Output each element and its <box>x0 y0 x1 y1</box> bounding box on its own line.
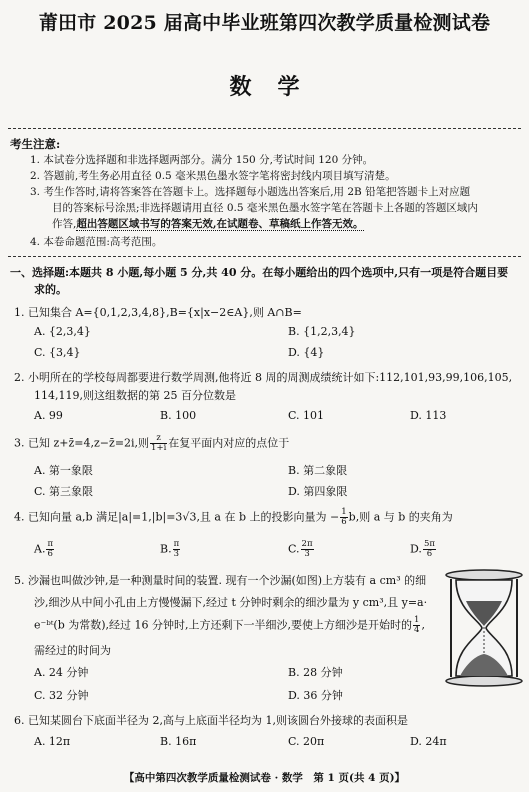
question-5-stem-line1: 5. 沙漏也叫做沙钟,是一种测量时间的装置. 现有一个沙漏(如图)上方装有 a cm³ 的细 <box>14 574 427 587</box>
option-fraction <box>173 540 181 559</box>
hourglass-illustration <box>444 569 524 687</box>
question-6-option-b: B. 16π <box>160 735 197 748</box>
question-2-option-d: D. 113 <box>410 409 447 422</box>
question-2-stem-line2: 114,119,则这组数据的第 25 百分位数是 <box>34 389 236 402</box>
fraction-denominator: 3 <box>304 549 310 559</box>
question-6-option-a: A. 12π <box>34 735 71 748</box>
question-5-stem-line3 <box>34 616 425 635</box>
fraction-numerator: 5π <box>423 539 435 549</box>
question-5-option-a: A. 24 分钟 <box>34 666 89 679</box>
fraction-denominator: 1+i <box>151 443 167 453</box>
fraction-numerator: z <box>150 434 167 444</box>
question-6-option-d: D. 24π <box>410 735 447 748</box>
fraction-numerator: 1 <box>414 615 420 625</box>
question-3-option-c: C. 第三象限 <box>34 485 94 498</box>
question-5-text-pre: e⁻ᵇᵗ(b 为常数),经过 16 分钟时,上方还剩下一半细沙,要使上方细沙是开始时的 <box>34 618 413 632</box>
page-footer: 【高中第四次教学质量检测试卷 · 数学 第 1 页(共 4 页)】 <box>123 772 406 784</box>
top-divider <box>8 128 521 129</box>
notice-divider <box>8 256 521 257</box>
subject-title: 数学 <box>229 74 326 100</box>
question-4-text-post: b,则 a 与 b 的夹角为 <box>348 510 453 524</box>
question-3-text-pre: 3. 已知 z+z̄=4,z−z̄=2i,则 <box>14 436 150 450</box>
fraction-denominator: 3 <box>173 549 180 559</box>
question-3-text-post: 在复平面内对应的点位于 <box>168 436 290 450</box>
option-label: B. <box>160 542 172 556</box>
question-3-option-b: B. 第二象限 <box>288 464 348 477</box>
question-5-option-b: B. 28 分钟 <box>288 666 343 679</box>
fraction-numerator: π <box>47 539 54 549</box>
notice-emphasis: 超出答题区域书写的答案无效,在试题卷、草稿纸上作答无效。 <box>76 218 364 230</box>
fraction-numerator: 2π <box>301 539 313 549</box>
notice-item-3-line2: 目的答案标号涂黑;非选择题请用直径 0.5 毫米黑色墨水签字笔在答题卡上各题的答题区域内 <box>52 202 478 214</box>
exam-title: 莆田市 2025 届高中毕业班第四次教学质量检测试卷 <box>38 12 491 34</box>
question-5-option-c: C. 32 分钟 <box>34 689 89 702</box>
question-1-option-a: A. {2,3,4} <box>34 325 91 338</box>
question-4-text-pre: 4. 已知向量 a,b 满足|a|=1,|b|=3√3,且 a 在 b 上的投影向量为 − <box>14 510 340 524</box>
option-label: C. <box>288 542 300 556</box>
question-1-stem: 1. 已知集合 A={0,1,2,3,4,8},B={x|x−2∈A},则 A∩B= <box>14 306 302 319</box>
notice-item-1: 1. 本试卷分选择题和非选择题两部分。满分 150 分,考试时间 120 分钟。 <box>30 154 374 166</box>
fraction-denominator: 4 <box>414 625 420 635</box>
question-3-option-a: A. 第一象限 <box>34 464 93 477</box>
question-4-option-d <box>410 540 437 559</box>
option-label: A. <box>34 542 46 556</box>
question-1-option-c: C. {3,4} <box>34 346 81 359</box>
question-4-option-b <box>160 540 181 559</box>
question-5-option-d: D. 36 分钟 <box>288 689 343 702</box>
question-4-stem <box>14 508 453 527</box>
fraction-denominator: 6 <box>426 549 433 559</box>
question-2-option-b: B. 100 <box>160 409 197 422</box>
fraction-numerator: π <box>173 539 180 549</box>
fraction-denominator: 6 <box>47 549 53 559</box>
notice-item-3-line3 <box>52 216 364 232</box>
question-6-stem: 6. 已知某圆台下底面半径为 2,高与上底面半径均为 1,则该圆台外接球的表面积是 <box>14 714 408 727</box>
notice-item-4: 4. 本卷命题范围:高考范围。 <box>30 236 163 248</box>
question-6-option-c: C. 20π <box>288 735 325 748</box>
section-heading: 一、选择题:本题共 8 小题,每小题 5 分,共 40 分。在每小题给出的四个选项中,只有一项是符合题目要 <box>10 266 509 279</box>
question-5-text-post: , <box>421 618 425 632</box>
notice-item-2: 2. 答题前,考生务必用直径 0.5 毫米黑色墨水签字笔将密封线内项目填写清楚。 <box>30 170 396 182</box>
question-2-stem-line1: 2. 小明所在的学校每周都要进行数学周测,他将近 8 周的周测成绩统计如下:112,101,93,99,106,105, <box>14 371 513 384</box>
option-fraction <box>46 540 54 559</box>
question-2-option-c: C. 101 <box>288 409 325 422</box>
question-4-fraction <box>340 508 347 527</box>
notice-item-3-line1: 3. 考生作答时,请将答案答在答题卡上。选择题每小题选出答案后,用 2B 铅笔把答题卡上对应题 <box>30 186 471 198</box>
question-3-stem <box>14 434 289 453</box>
section-heading-line2: 求的。 <box>34 283 67 296</box>
notice-heading: 考生注意: <box>10 137 61 151</box>
question-4-option-c <box>288 540 315 559</box>
fraction-numerator: 1 <box>341 507 347 517</box>
question-5-stem-line2: 沙,细沙从中间小孔由上方慢慢漏下,经过 t 分钟时剩余的细沙量为 y cm³,且 y=a· <box>34 596 428 609</box>
hourglass-bottom-cap <box>446 676 522 686</box>
question-3-fraction <box>150 434 167 453</box>
question-5-stem-line4: 需经过的时间为 <box>34 644 111 657</box>
question-1-option-d: D. {4} <box>288 346 325 359</box>
hourglass-top-cap <box>446 570 522 580</box>
question-5-fraction <box>413 616 420 635</box>
option-label: D. <box>410 542 422 556</box>
question-4-option-a <box>34 540 55 559</box>
fraction-denominator: 6 <box>341 517 347 527</box>
question-2-option-a: A. 99 <box>34 409 63 422</box>
question-1-option-b: B. {1,2,3,4} <box>288 325 356 338</box>
question-3-option-d: D. 第四象限 <box>288 485 348 498</box>
notice-item-3-text: 作答, <box>52 218 77 230</box>
option-fraction <box>301 540 314 559</box>
option-fraction <box>423 540 436 559</box>
